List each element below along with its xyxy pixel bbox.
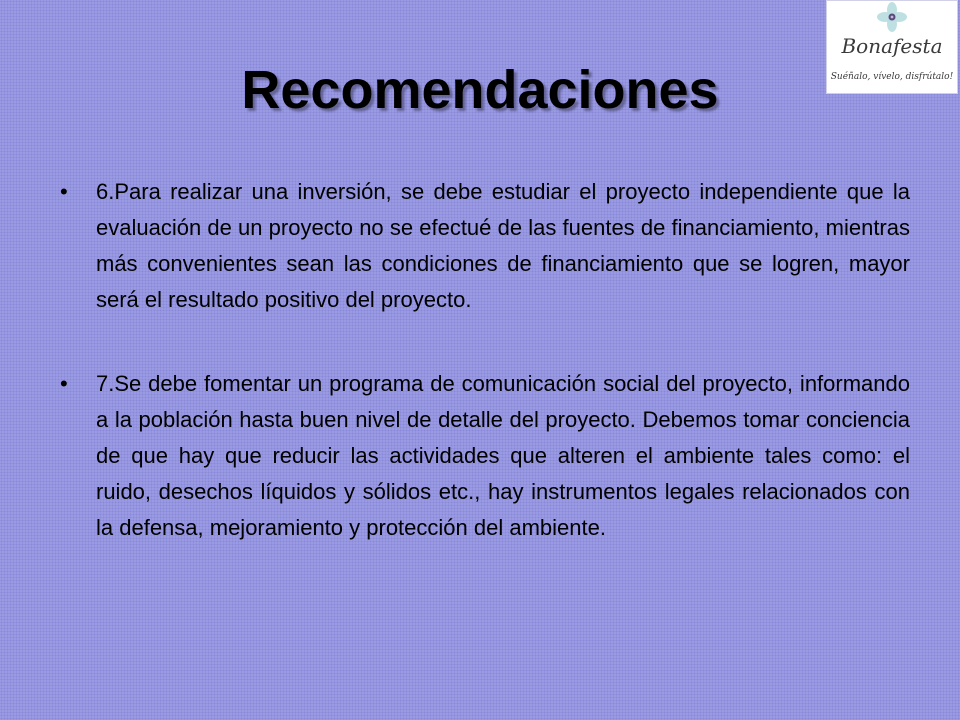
flower-icon: [877, 2, 907, 32]
bullet-marker: •: [60, 371, 68, 396]
bullet-marker: •: [60, 179, 68, 204]
logo: [826, 0, 958, 94]
logo-tagline-text: Suéñalo, vívelo, disfrútalo!: [830, 72, 954, 82]
bonafesta-logo-image: [827, 1, 957, 93]
bullet-item: [60, 366, 910, 546]
bullet-text: 6.Para realizar una inversión, se debe estudiar el proyecto independiente que la evaluación de un proyecto no se efectué de las fuentes de financiamiento, mientras más convenientes sean las condiciones de financiamiento que se logren, mayor será el resultado positivo del proyecto.: [96, 179, 910, 312]
bullet-list: [60, 174, 910, 546]
slide-title: Recomendaciones: [241, 60, 719, 120]
logo-brand-text: Bonafesta: [841, 34, 943, 58]
bullet-item: [60, 174, 910, 318]
bullet-text: 7.Se debe fomentar un programa de comunicación social del proyecto, informando a la población hasta buen nivel de detalle del proyecto. Debemos tomar conciencia de que hay que reducir las actividades que alteren el ambiente tales como: el ruido, desechos líquidos y sólidos etc., hay instrumentos legales relacionados con la defensa, mejoramiento y protección del ambiente.: [96, 371, 910, 540]
